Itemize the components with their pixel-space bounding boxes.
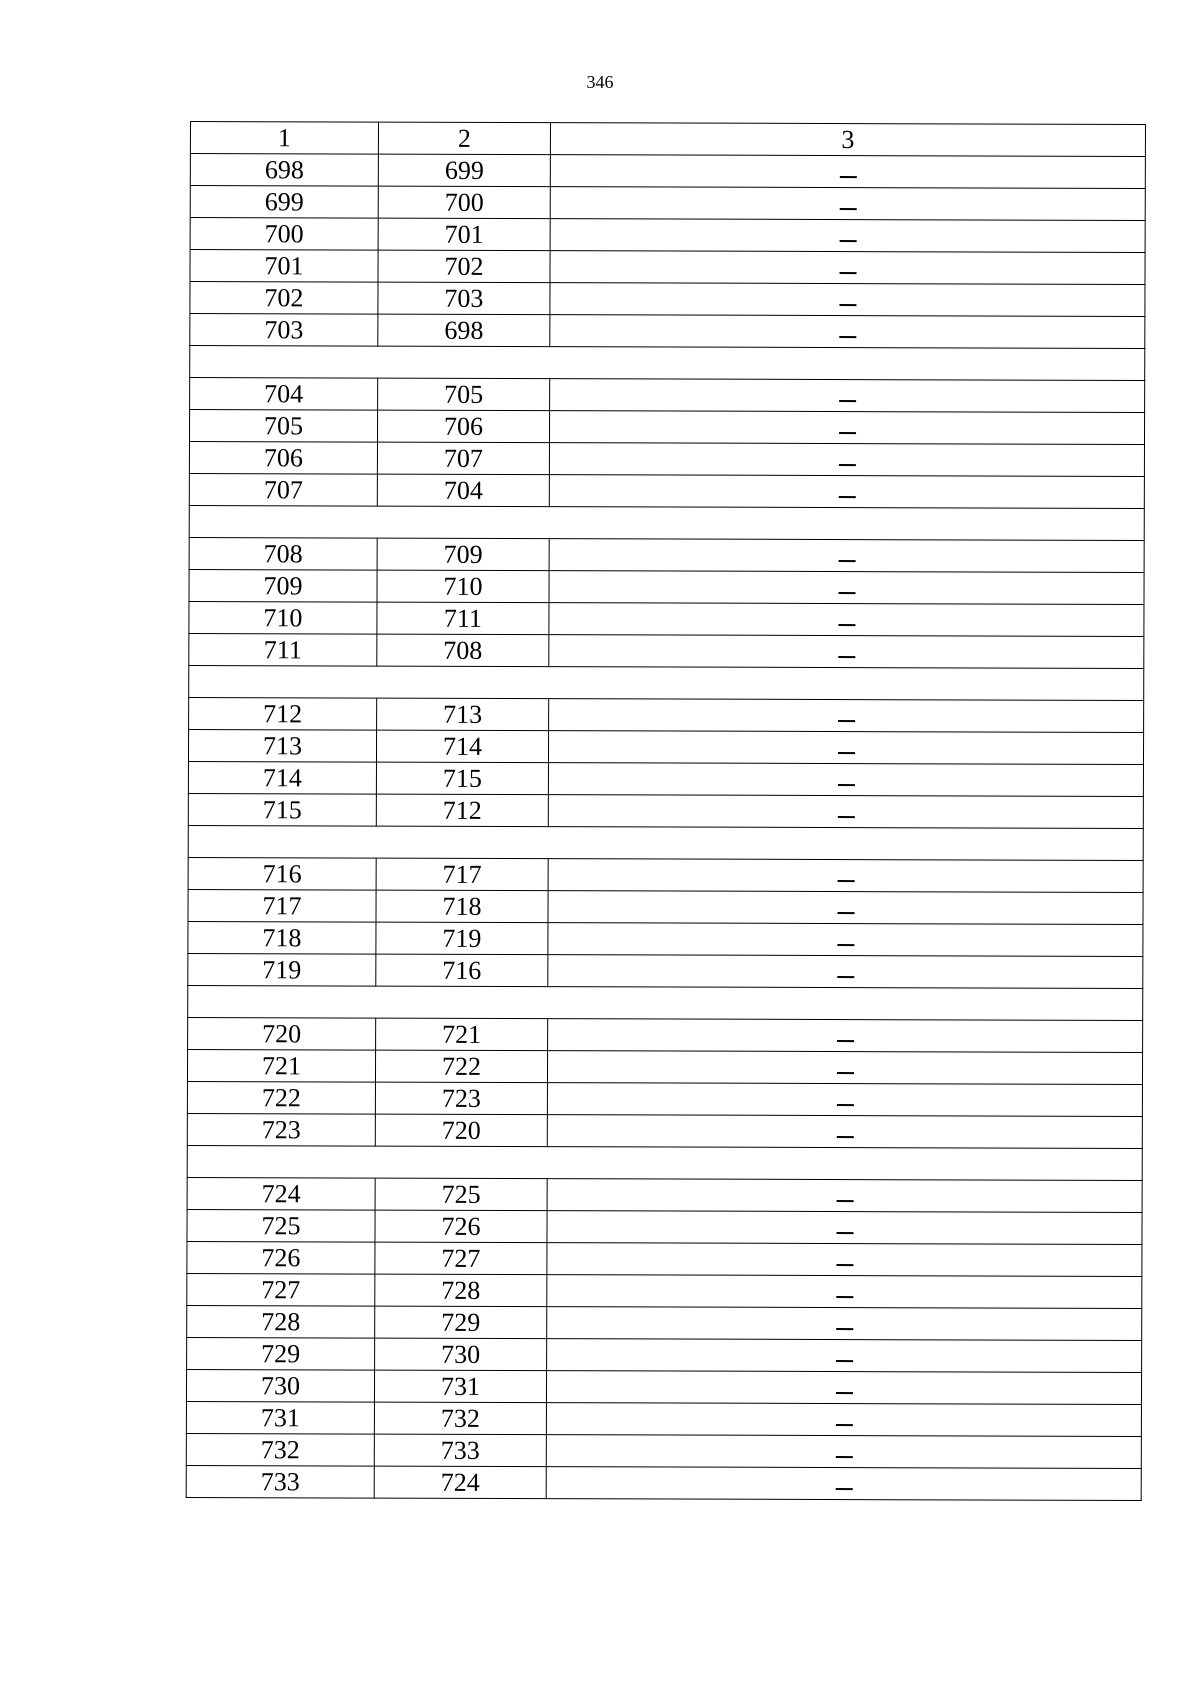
table-header-row: [190, 122, 1145, 157]
table-cell-col-3: [548, 1019, 1143, 1053]
table-cell-col-1: 725: [187, 1209, 375, 1242]
table-cell-col-1: 703: [190, 314, 378, 347]
table-cell-col-1: 712: [189, 697, 377, 730]
dash-mark: [839, 400, 856, 402]
table-cell-col-1: 704: [190, 378, 378, 411]
table-row: [188, 761, 1143, 796]
table-row: [186, 1401, 1141, 1436]
table-cell-col-1: 726: [187, 1241, 375, 1274]
table-cell-col-2: 725: [375, 1178, 547, 1211]
table-cell-col-2: 722: [375, 1050, 547, 1083]
dash-mark: [837, 912, 854, 914]
table-cell-col-1: 700: [190, 218, 378, 251]
group-separator-row: [189, 505, 1144, 540]
table-row: [187, 1113, 1142, 1148]
group-separator-cell: [188, 985, 1143, 1020]
table-cell-col-1: 722: [187, 1081, 375, 1114]
table-cell-col-1: 730: [186, 1369, 374, 1402]
table-cell-col-1: 709: [189, 569, 377, 602]
dash-mark: [837, 784, 854, 786]
table-cell-col-2: 704: [377, 474, 549, 507]
table-cell-col-1: 720: [188, 1017, 376, 1050]
table-cell-col-3: [546, 1435, 1141, 1469]
dash-mark: [837, 1040, 854, 1042]
dash-mark: [839, 432, 856, 434]
table-cell-col-1: 707: [189, 473, 377, 506]
table-cell-col-1: 721: [187, 1049, 375, 1082]
group-separator-row: [189, 665, 1144, 700]
dash-mark: [839, 240, 856, 242]
column-header-3: 3: [550, 123, 1145, 157]
table-cell-col-2: 727: [375, 1242, 547, 1275]
table-cell-col-2: 728: [375, 1274, 547, 1307]
dash-mark: [838, 624, 855, 626]
dash-mark: [839, 336, 856, 338]
table-row: [190, 250, 1145, 285]
table-row: [188, 793, 1143, 828]
table-cell-col-3: [549, 411, 1144, 445]
table-row: [189, 442, 1144, 477]
table-row: [189, 633, 1144, 668]
group-separator-cell: [190, 346, 1145, 381]
table-row: [190, 282, 1145, 317]
table-row: [189, 601, 1144, 636]
table-row: [188, 953, 1143, 988]
table-cell-col-2: 731: [374, 1370, 546, 1403]
table-row: [187, 1337, 1142, 1372]
dash-mark: [837, 816, 854, 818]
table-cell-col-2: 714: [376, 730, 548, 763]
group-separator-cell: [188, 825, 1143, 860]
dash-mark: [838, 720, 855, 722]
table-row: [188, 889, 1143, 924]
dash-mark: [835, 1488, 852, 1490]
table-cell-col-1: 711: [189, 633, 377, 666]
table-row: [186, 1465, 1141, 1500]
dash-mark: [837, 880, 854, 882]
table-cell-col-3: [547, 1051, 1142, 1085]
table-row: [189, 569, 1144, 604]
table-cell-col-3: [550, 219, 1145, 253]
table-row: [190, 314, 1145, 349]
table-cell-col-2: 703: [378, 282, 550, 315]
table-cell-col-1: 719: [188, 953, 376, 986]
dash-mark: [838, 560, 855, 562]
column-header-1: 1: [190, 122, 378, 155]
table-cell-col-1: 701: [190, 250, 378, 283]
table-cell-col-2: 699: [378, 154, 550, 187]
table-row: [188, 1017, 1143, 1052]
table-row: [190, 218, 1145, 253]
dash-mark: [839, 304, 856, 306]
group-separator-row: [188, 825, 1143, 860]
table-cell-col-2: 726: [375, 1210, 547, 1243]
table-cell-col-1: 732: [186, 1433, 374, 1466]
table-cell-col-2: 701: [378, 218, 550, 251]
table-cell-col-2: 715: [376, 762, 548, 795]
table-cell-col-2: 709: [377, 538, 549, 571]
table-cell-col-3: [548, 891, 1143, 925]
table-cell-col-2: 711: [377, 602, 549, 635]
table-row: [189, 473, 1144, 508]
table-row: [187, 1177, 1142, 1212]
table-cell-col-3: [548, 859, 1143, 893]
dash-mark: [836, 1360, 853, 1362]
table-cell-col-2: 717: [376, 858, 548, 891]
table-cell-col-3: [547, 1243, 1142, 1277]
table-cell-col-2: 732: [374, 1402, 546, 1435]
table-cell-col-2: 719: [376, 922, 548, 955]
dash-mark: [836, 1264, 853, 1266]
table-cell-col-2: 698: [378, 314, 550, 347]
table-row: [187, 1305, 1142, 1340]
table-cell-col-3: [550, 315, 1145, 349]
table-cell-col-3: [549, 539, 1144, 573]
table-cell-col-2: 729: [375, 1306, 547, 1339]
table-cell-col-3: [548, 731, 1143, 765]
table-cell-col-1: 702: [190, 282, 378, 315]
table-cell-col-3: [547, 1083, 1142, 1117]
table-cell-col-1: 708: [189, 537, 377, 570]
table-row: [187, 1209, 1142, 1244]
table-cell-col-1: 705: [189, 410, 377, 443]
dash-mark: [839, 208, 856, 210]
dash-mark: [836, 1104, 853, 1106]
table-cell-col-2: 720: [375, 1114, 547, 1147]
table-cell-col-2: 707: [377, 442, 549, 475]
dash-mark: [838, 464, 855, 466]
table-cell-col-2: 716: [376, 954, 548, 987]
table-row: [186, 1369, 1141, 1404]
table-cell-col-1: 723: [187, 1113, 375, 1146]
table-cell-col-3: [547, 1115, 1142, 1149]
table-cell-col-3: [549, 603, 1144, 637]
dash-mark: [837, 944, 854, 946]
table-row: [189, 410, 1144, 445]
table-cell-col-2: 721: [376, 1018, 548, 1051]
table-row: [190, 186, 1145, 221]
table-cell-col-1: 731: [186, 1401, 374, 1434]
table-cell-col-3: [546, 1467, 1141, 1501]
dash-mark: [836, 1328, 853, 1330]
dash-mark: [836, 1200, 853, 1202]
table-cell-col-3: [550, 155, 1145, 189]
table-row: [188, 921, 1143, 956]
table-cell-col-2: 733: [374, 1434, 546, 1467]
table-cell-col-2: 718: [376, 890, 548, 923]
table-cell-col-1: 716: [188, 857, 376, 890]
column-header-2: 2: [378, 122, 550, 155]
page-number: 346: [586, 72, 614, 92]
table-cell-col-1: 699: [190, 186, 378, 219]
table-row: [187, 1081, 1142, 1116]
table-cell-col-2: 700: [378, 186, 550, 219]
dash-mark: [837, 1072, 854, 1074]
dash-mark: [835, 1424, 852, 1426]
table-cell-col-2: 724: [374, 1466, 546, 1499]
dash-mark: [839, 176, 856, 178]
table-cell-col-3: [549, 443, 1144, 477]
table-row: [190, 154, 1145, 189]
table-row: [189, 697, 1144, 732]
table-cell-col-1: 727: [187, 1273, 375, 1306]
table-cell-col-3: [546, 1403, 1141, 1437]
table-cell-col-1: 717: [188, 889, 376, 922]
table-row: [187, 1241, 1142, 1276]
table-row: [188, 729, 1143, 764]
group-separator-cell: [187, 1145, 1142, 1180]
table-cell-col-2: 713: [377, 698, 549, 731]
table-cell-col-3: [549, 571, 1144, 605]
table-row: [190, 378, 1145, 413]
table-cell-col-2: 708: [377, 634, 549, 667]
table-cell-col-2: 723: [375, 1082, 547, 1115]
group-separator-row: [187, 1145, 1142, 1180]
dash-mark: [838, 496, 855, 498]
table-cell-col-2: 705: [378, 378, 550, 411]
table-cell-col-2: 712: [376, 794, 548, 827]
table-cell-col-3: [550, 283, 1145, 317]
table-cell-col-1: 715: [188, 793, 376, 826]
table-cell-col-3: [548, 923, 1143, 957]
group-separator-cell: [189, 665, 1144, 700]
table-row: [188, 857, 1143, 892]
table-cell-col-3: [549, 699, 1144, 733]
table-cell-col-1: 718: [188, 921, 376, 954]
group-separator-cell: [189, 505, 1144, 540]
table-cell-col-3: [546, 1371, 1141, 1405]
table-row: [186, 1433, 1141, 1468]
dash-mark: [837, 976, 854, 978]
table-cell-col-2: 702: [378, 250, 550, 283]
table-cell-col-3: [550, 187, 1145, 221]
table-cell-col-2: 706: [377, 410, 549, 443]
table-cell-col-3: [549, 635, 1144, 669]
data-table: [186, 121, 1146, 1501]
table-cell-col-1: 729: [187, 1337, 375, 1370]
table-cell-col-3: [547, 1275, 1142, 1309]
table-cell-col-1: 714: [188, 761, 376, 794]
table-cell-col-3: [549, 475, 1144, 509]
dash-mark: [835, 1456, 852, 1458]
table-cell-col-3: [547, 1339, 1142, 1373]
table-row: [187, 1273, 1142, 1308]
table-cell-col-3: [550, 379, 1145, 413]
table-cell-col-2: 730: [375, 1338, 547, 1371]
dash-mark: [838, 592, 855, 594]
table-cell-col-1: 698: [190, 154, 378, 187]
table-cell-col-1: 728: [187, 1305, 375, 1338]
table-cell-col-2: 710: [377, 570, 549, 603]
table-cell-col-3: [548, 763, 1143, 797]
dash-mark: [836, 1296, 853, 1298]
dash-mark: [836, 1136, 853, 1138]
dash-mark: [836, 1232, 853, 1234]
table-row: [189, 537, 1144, 572]
group-separator-row: [190, 346, 1145, 381]
table-cell-col-1: 733: [186, 1465, 374, 1498]
table-cell-col-3: [548, 955, 1143, 989]
table-row: [187, 1049, 1142, 1084]
table-cell-col-1: 713: [188, 729, 376, 762]
table-cell-col-3: [550, 251, 1145, 285]
dash-mark: [838, 656, 855, 658]
table-cell-col-3: [548, 795, 1143, 829]
table-cell-col-1: 706: [189, 442, 377, 475]
table-body: [186, 154, 1145, 1501]
dash-mark: [838, 752, 855, 754]
dash-mark: [839, 272, 856, 274]
table-cell-col-1: 724: [187, 1177, 375, 1210]
group-separator-row: [188, 985, 1143, 1020]
table-cell-col-3: [547, 1211, 1142, 1245]
table-cell-col-1: 710: [189, 601, 377, 634]
table-cell-col-3: [547, 1179, 1142, 1213]
dash-mark: [836, 1392, 853, 1394]
table-cell-col-3: [547, 1307, 1142, 1341]
